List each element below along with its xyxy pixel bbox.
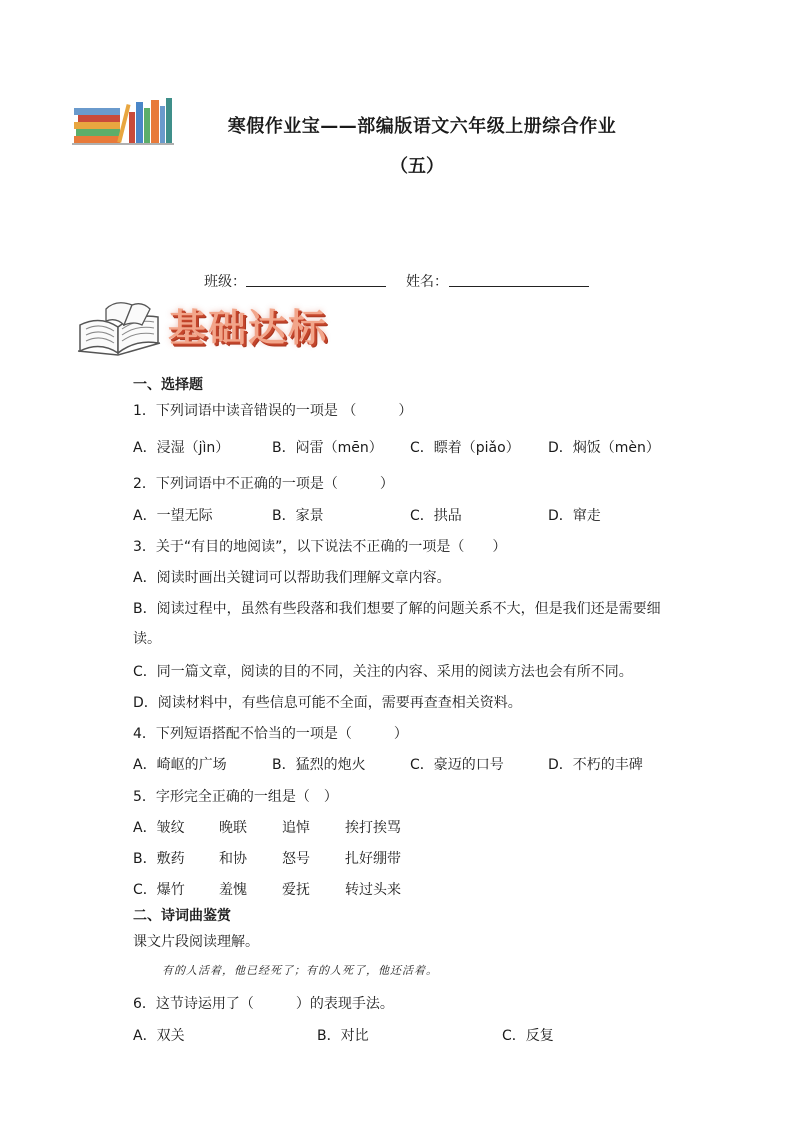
question-5-option-c-word: 转过头来	[345, 882, 401, 898]
question-3-option-d[interactable]: D．阅读材料中，有些信息可能不全面，需要再查查相关资料。	[133, 695, 522, 711]
question-3-option-c[interactable]: C．同一篇文章，阅读的目的不同，关注的内容、采用的阅读方法也会有所不同。	[133, 664, 633, 680]
question-3-option-a[interactable]: A．阅读时画出关键词可以帮助我们理解文章内容。	[133, 570, 451, 586]
class-field[interactable]	[246, 286, 386, 287]
question-1-option-c[interactable]: C．瞟着（piǎo）	[410, 440, 520, 456]
question-1-option-b[interactable]: B．闷雷（mēn）	[272, 440, 383, 456]
reading-intro: 课文片段阅读理解。	[133, 934, 259, 950]
question-5-option-a-word: 挨打挨骂	[345, 820, 401, 836]
question-1-stem: 1．下列词语中读音错误的一项是 （ ）	[133, 403, 413, 419]
question-4-option-b[interactable]: B．猛烈的炮火	[272, 757, 366, 773]
question-3-option-b[interactable]: B．阅读过程中，虽然有些段落和我们想要了解的问题关系不大，但是我们还是需要细	[133, 601, 661, 617]
page-title: 寒假作业宝——部编版语文六年级上册综合作业	[227, 116, 617, 137]
question-5-option-b[interactable]: B．敷药	[133, 851, 185, 867]
question-4-option-a[interactable]: A．崎岖的广场	[133, 757, 227, 773]
question-1-option-a[interactable]: A．浸湿（jìn）	[133, 440, 230, 456]
question-4-stem: 4．下列短语搭配不恰当的一项是（ ）	[133, 726, 408, 742]
question-5-option-b-word: 和协	[219, 851, 247, 867]
question-1-option-d[interactable]: D．焖饭（mèn）	[548, 440, 660, 456]
poem-excerpt: 有的人活着，他已经死了；有的人死了，他还活着。	[162, 964, 438, 977]
question-6-stem: 6．这节诗运用了（ ）的表现手法。	[133, 996, 394, 1012]
page-subtitle: （五）	[390, 156, 444, 177]
section-heading-poetry: 二、诗词曲鉴赏	[133, 908, 231, 924]
question-5-option-a[interactable]: A．皱纹	[133, 820, 185, 836]
question-2-option-c[interactable]: C．拱品	[410, 508, 462, 524]
question-2-option-b[interactable]: B．家景	[272, 508, 324, 524]
section-heading-choice: 一、选择题	[133, 377, 203, 393]
question-2-stem: 2．下列词语中不正确的一项是（ ）	[133, 476, 394, 492]
open-book-icon	[76, 295, 162, 357]
question-5-option-c-word: 羞愧	[219, 882, 247, 898]
question-3-stem: 3．关于“有目的地阅读”，以下说法不正确的一项是（ ）	[133, 539, 507, 555]
question-5-option-a-word: 追悼	[282, 820, 310, 836]
class-label: 班级：	[204, 274, 246, 290]
question-4-option-d[interactable]: D．不朽的丰碑	[548, 757, 643, 773]
question-4-option-c[interactable]: C．豪迈的口号	[410, 757, 504, 773]
question-5-option-c[interactable]: C．爆竹	[133, 882, 185, 898]
name-label: 姓名：	[406, 274, 448, 290]
question-3-option-b-cont: 读。	[133, 631, 161, 647]
question-5-option-c-word: 爱抚	[282, 882, 310, 898]
question-2-option-a[interactable]: A．一望无际	[133, 508, 213, 524]
section-banner: 基础达标	[168, 306, 329, 350]
question-5-option-b-word: 怒号	[282, 851, 310, 867]
question-5-option-b-word: 扎好绷带	[345, 851, 401, 867]
question-5-stem: 5．字形完全正确的一组是（ ）	[133, 789, 338, 805]
question-6-option-b[interactable]: B．对比	[317, 1028, 369, 1044]
name-field[interactable]	[449, 286, 589, 287]
question-6-option-a[interactable]: A．双关	[133, 1028, 185, 1044]
question-6-option-c[interactable]: C．反复	[502, 1028, 554, 1044]
question-5-option-a-word: 晚联	[219, 820, 247, 836]
question-2-option-d[interactable]: D．窜走	[548, 508, 601, 524]
